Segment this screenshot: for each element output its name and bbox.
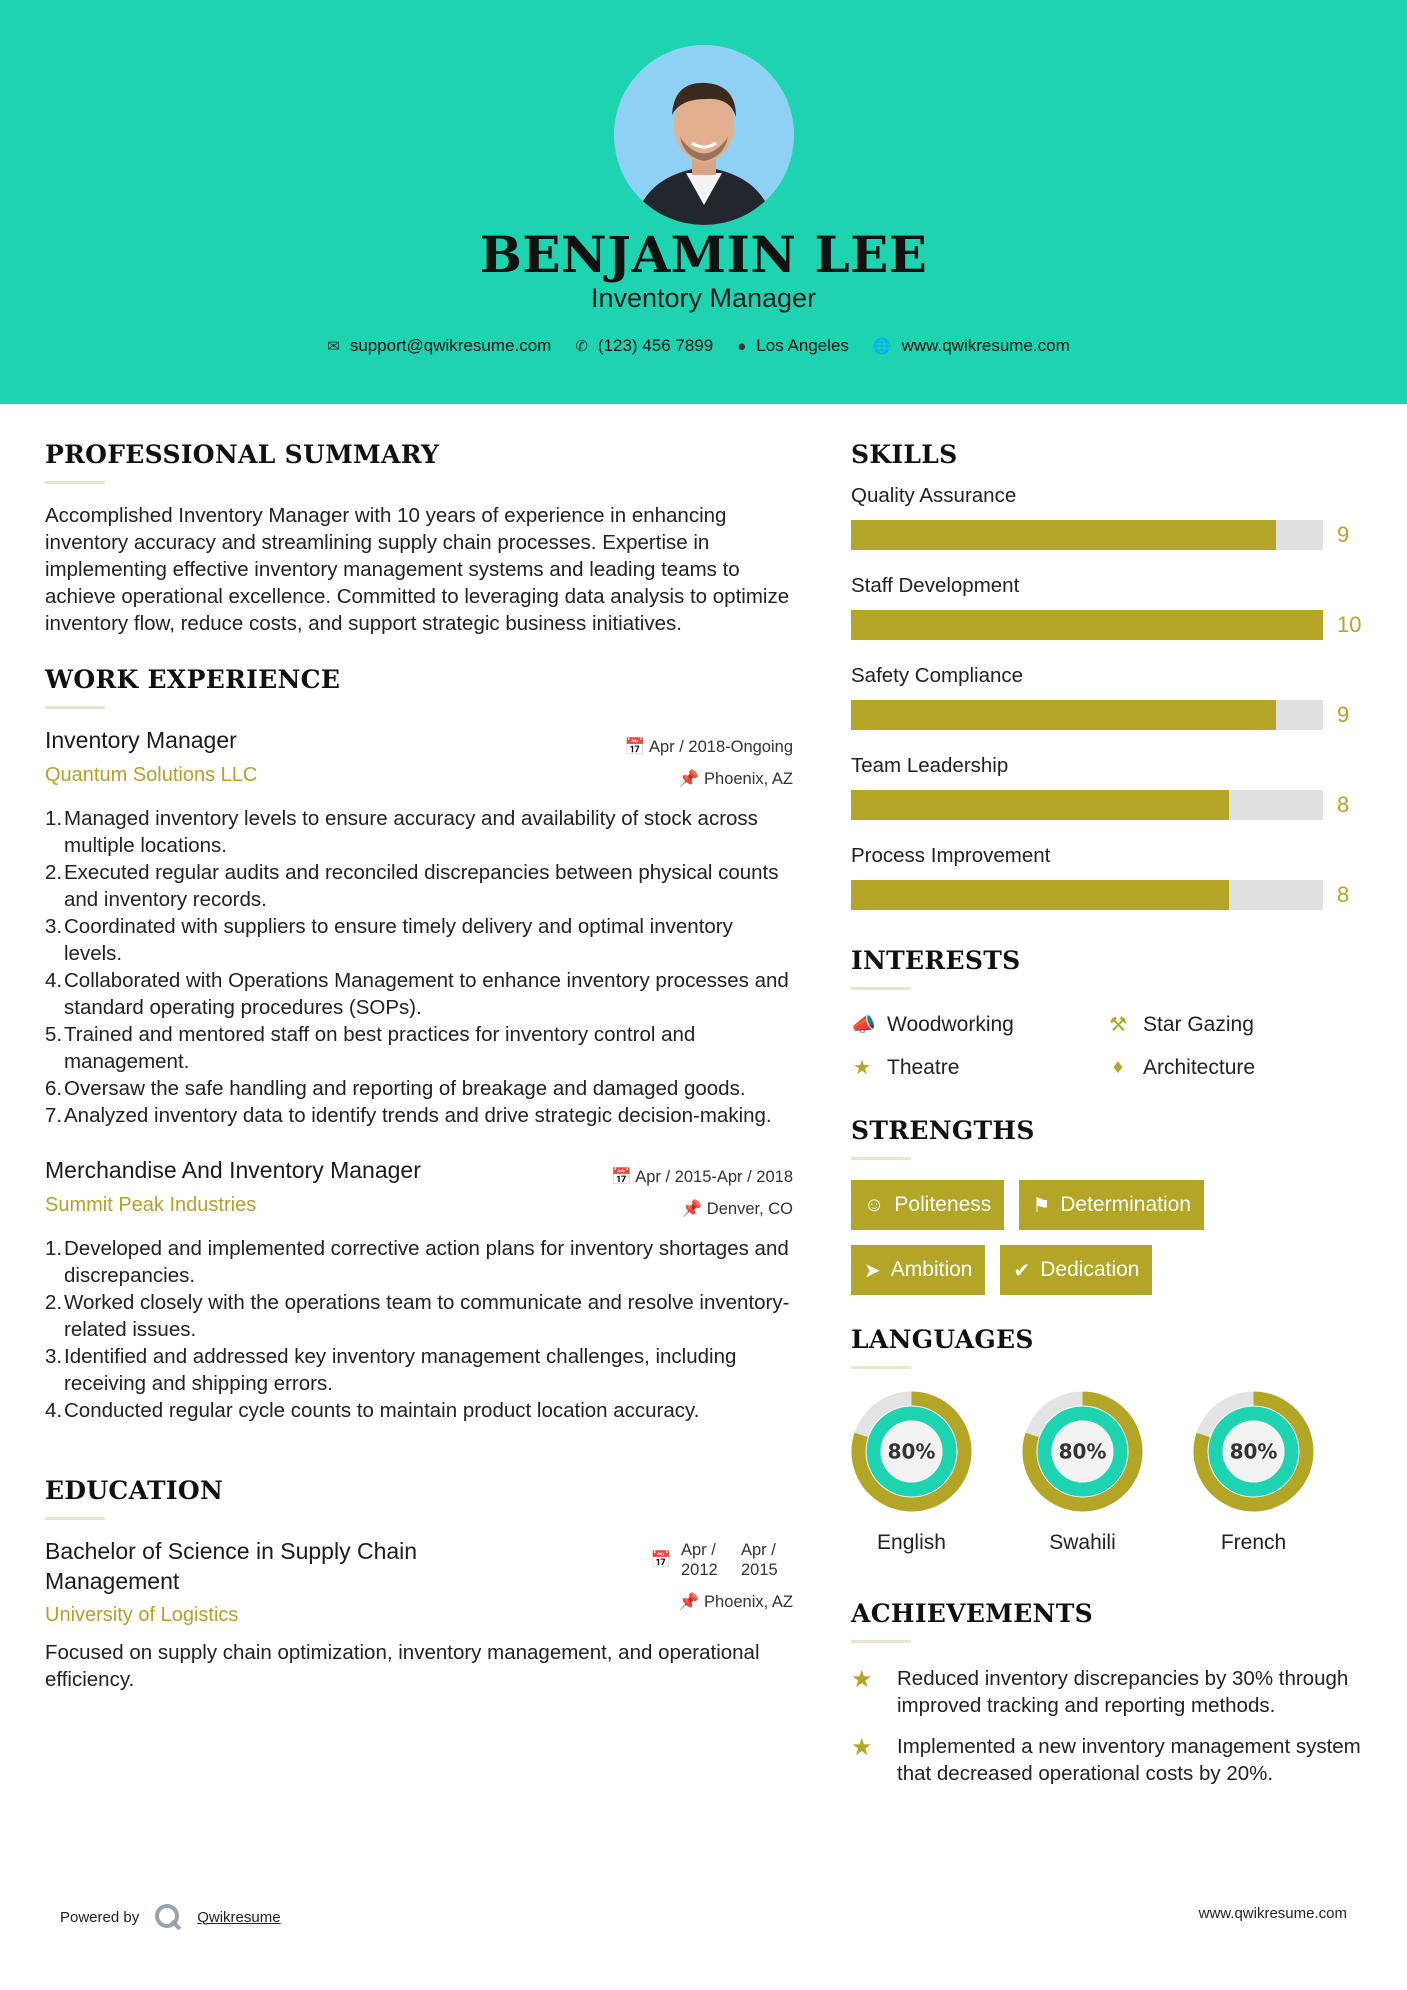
- list-item: 1. Managed inventory levels to ensure accuracy and availability of stock across multiple locations.: [45, 807, 758, 857]
- job-entry: [45, 1157, 793, 1424]
- globe-icon: 🌐: [872, 338, 892, 355]
- language-percent-label: 80%: [1058, 1439, 1107, 1464]
- skill-bar: [851, 700, 1361, 730]
- contact-website[interactable]: [873, 336, 1070, 356]
- language-item: [851, 1391, 972, 1555]
- skill-fill: [851, 520, 1276, 550]
- school-name: University of Logistics: [45, 1604, 239, 1626]
- education-start: Apr / 2012: [681, 1541, 718, 1579]
- footer-powered: [60, 1902, 281, 1932]
- degree-title: Bachelor of Science in Supply Chain Management: [45, 1538, 418, 1594]
- skill-fill: [851, 880, 1229, 910]
- list-item: 5. Trained and mentored staff on best practices for inventory control and management.: [45, 1023, 696, 1073]
- interests-list: [851, 1012, 1361, 1080]
- skill-name: Team Leadership: [851, 754, 1009, 777]
- summary-text: Accomplished Inventory Manager with 10 years of experience in enhancing inventory accuracy and streamlining supply chain processes. Expertise in implementing effective inventory management systems and leading teams to achieve operational excellence. Committed to leveraging data analysis to optimize inventory flow, reduce costs, and support strategic business initiatives.: [45, 504, 790, 635]
- section-divider: [851, 1640, 911, 1643]
- skills-heading: SKILLS: [851, 440, 958, 469]
- job-company: Summit Peak Industries: [45, 1194, 257, 1216]
- interests-heading: INTERESTS: [851, 946, 1021, 975]
- language-item: [1022, 1391, 1143, 1555]
- job-meta: [625, 731, 793, 795]
- phone-icon: ✆: [575, 338, 588, 355]
- qwikresume-logo-icon: [153, 1902, 183, 1932]
- job-location: Denver, CO: [706, 1200, 793, 1218]
- left-column: [45, 440, 793, 1693]
- language-item: [1193, 1391, 1314, 1555]
- contact-email-text: support@qwikresume.com: [349, 336, 552, 355]
- education-description: Focused on supply chain optimization, inventory management, and operational efficiency.: [45, 1641, 760, 1691]
- section-divider: [45, 481, 105, 484]
- rocket-icon: ➤: [864, 1259, 881, 1282]
- footer-url[interactable]: www.qwikresume.com: [1198, 1905, 1347, 1922]
- skills-list: [851, 484, 1361, 910]
- flag-icon: ⚑: [1032, 1194, 1051, 1217]
- candidate-title: Inventory Manager: [590, 283, 817, 313]
- star-icon: ★: [853, 1057, 871, 1079]
- pin-icon: 📌: [678, 1593, 700, 1611]
- skill-fill: [851, 700, 1276, 730]
- language-donut: [851, 1391, 972, 1512]
- skill-value: 9: [1337, 702, 1350, 727]
- strength-tag: ✔ Dedication: [1000, 1245, 1152, 1295]
- megaphone-icon: 📣: [851, 1014, 876, 1036]
- job-title: Merchandise And Inventory Manager: [45, 1157, 421, 1183]
- skill-fill: [851, 790, 1229, 820]
- skill-bar: [851, 520, 1361, 550]
- summary-heading: PROFESSIONAL SUMMARY: [45, 440, 440, 469]
- star-badge-icon: ★: [851, 1734, 873, 1761]
- skill-item: [851, 754, 1361, 820]
- list-item: 1. Developed and implemented corrective action plans for inventory shortages and discrepancies.: [45, 1237, 789, 1287]
- skill-bar: [851, 880, 1361, 910]
- interest-item: ⚒ Star Gazing: [1107, 1012, 1307, 1037]
- section-divider: [851, 1366, 911, 1369]
- contact-bar: [0, 336, 1407, 356]
- skill-item: [851, 664, 1361, 730]
- skill-item: [851, 844, 1361, 910]
- language-name: French: [1220, 1531, 1287, 1554]
- list-item: 3. Coordinated with suppliers to ensure timely delivery and optimal inventory levels.: [45, 915, 733, 965]
- skill-name: Process Improvement: [851, 844, 1051, 867]
- language-donut: [1022, 1391, 1143, 1512]
- language-name: Swahili: [1049, 1531, 1116, 1554]
- education-end: Apr / 2015: [741, 1541, 778, 1579]
- language-percent-label: 80%: [887, 1439, 936, 1464]
- education-entry: [45, 1536, 793, 1693]
- gavel-icon: ⚒: [1109, 1014, 1127, 1036]
- job-meta: [611, 1161, 793, 1225]
- job-dates: Apr / 2018-Ongoing: [648, 738, 793, 756]
- job-entry: [45, 727, 793, 1129]
- calendar-icon: 📅: [624, 738, 646, 756]
- envelope-icon: ✉: [327, 338, 340, 355]
- strengths-heading: STRENGTHS: [851, 1116, 1035, 1145]
- interest-item: ♦ Architecture: [1107, 1055, 1307, 1080]
- section-divider: [851, 1157, 911, 1160]
- language-percent-label: 80%: [1229, 1439, 1278, 1464]
- strength-tag: ➤ Ambition: [851, 1245, 985, 1295]
- achievement-item: [851, 1733, 1361, 1787]
- contact-phone[interactable]: [575, 336, 713, 356]
- skill-bar: [851, 610, 1361, 640]
- list-item: 2. Worked closely with the operations team to communicate and resolve inventory-related issues.: [45, 1291, 790, 1341]
- interest-item: ★ Theatre: [851, 1055, 1107, 1080]
- contact-location-text: Los Angeles: [756, 336, 849, 355]
- section-divider: [851, 987, 911, 990]
- job-location: Phoenix, AZ: [704, 770, 793, 788]
- skill-value: 8: [1337, 792, 1350, 817]
- skill-bar: [851, 790, 1361, 820]
- achievement-text: Reduced inventory discrepancies by 30% through improved tracking and reporting methods.: [897, 1667, 1349, 1717]
- skill-value: 9: [1337, 522, 1350, 547]
- language-donut: [1193, 1391, 1314, 1512]
- list-item: 4. Collaborated with Operations Management to enhance inventory processes and standard operating procedures (SOPs).: [45, 969, 789, 1019]
- skill-fill: [851, 610, 1323, 640]
- achievements-heading: ACHIEVEMENTS: [851, 1599, 1093, 1628]
- skill-name: Safety Compliance: [851, 664, 1024, 687]
- achievement-text: Implemented a new inventory management system that decreased operational costs by 20%.: [897, 1735, 1361, 1785]
- strength-tag: ⚑ Determination: [1019, 1180, 1204, 1230]
- job-dates: Apr / 2015-Apr / 2018: [635, 1168, 793, 1186]
- skill-name: Quality Assurance: [851, 484, 1017, 507]
- section-divider: [45, 1517, 105, 1520]
- job-title: Inventory Manager: [45, 727, 237, 753]
- skill-value: 8: [1337, 882, 1350, 907]
- contact-email[interactable]: [327, 336, 551, 356]
- calendar-icon: 📅: [650, 1551, 671, 1569]
- pin-icon: 📌: [678, 770, 700, 788]
- skill-item: [851, 574, 1361, 640]
- languages-list: [851, 1391, 1361, 1555]
- list-item: 4. Conducted regular cycle counts to maintain product location accuracy.: [45, 1399, 700, 1422]
- calendar-icon: 📅: [611, 1168, 632, 1186]
- skill-value: 10: [1337, 612, 1362, 637]
- map-pin-icon: ●: [737, 337, 747, 355]
- experience-heading: WORK EXPERIENCE: [45, 665, 341, 694]
- section-divider: [45, 706, 105, 709]
- profile-photo: [614, 45, 794, 225]
- contact-website-text: www.qwikresume.com: [901, 336, 1070, 355]
- pin-icon: 📌: [681, 1200, 703, 1218]
- languages-heading: LANGUAGES: [851, 1325, 1034, 1354]
- contact-phone-text: (123) 456 7899: [597, 336, 714, 355]
- list-item: 7. Analyzed inventory data to identify trends and drive strategic decision-making.: [45, 1104, 772, 1127]
- smile-icon: ☺: [864, 1193, 885, 1216]
- header-banner: [0, 0, 1407, 404]
- star-badge-icon: ★: [851, 1666, 873, 1693]
- education-heading: EDUCATION: [45, 1476, 224, 1505]
- list-item: 6. Oversaw the safe handling and reporting of breakage and damaged goods.: [45, 1077, 746, 1100]
- achievement-item: [851, 1665, 1361, 1719]
- check-circle-icon: ✔: [1013, 1259, 1031, 1282]
- ticket-icon: ♦: [1112, 1056, 1124, 1078]
- strengths-list: [851, 1180, 1271, 1295]
- list-item: 2. Executed regular audits and reconciled discrepancies between physical counts and inventory records.: [45, 861, 779, 911]
- language-name: English: [877, 1531, 946, 1554]
- strength-tag: ☺ Politeness: [851, 1180, 1004, 1230]
- education-meta: [650, 1540, 793, 1612]
- job-company: Quantum Solutions LLC: [45, 764, 258, 786]
- job-duties: [45, 805, 793, 1129]
- education-location: Phoenix, AZ: [704, 1593, 793, 1611]
- brand-link[interactable]: Qwikresume: [197, 1908, 281, 1926]
- powered-by-label: Powered by: [60, 1908, 140, 1926]
- job-duties: [45, 1235, 793, 1424]
- contact-location: [737, 336, 849, 356]
- interest-item: 📣 Woodworking: [851, 1012, 1014, 1036]
- right-column: [851, 440, 1361, 1787]
- skill-name: Staff Development: [851, 574, 1020, 597]
- list-item: 3. Identified and addressed key inventory management challenges, including receiving and shipping errors.: [45, 1345, 737, 1395]
- skill-item: [851, 484, 1361, 550]
- candidate-name: BENJAMIN LEE: [479, 225, 928, 284]
